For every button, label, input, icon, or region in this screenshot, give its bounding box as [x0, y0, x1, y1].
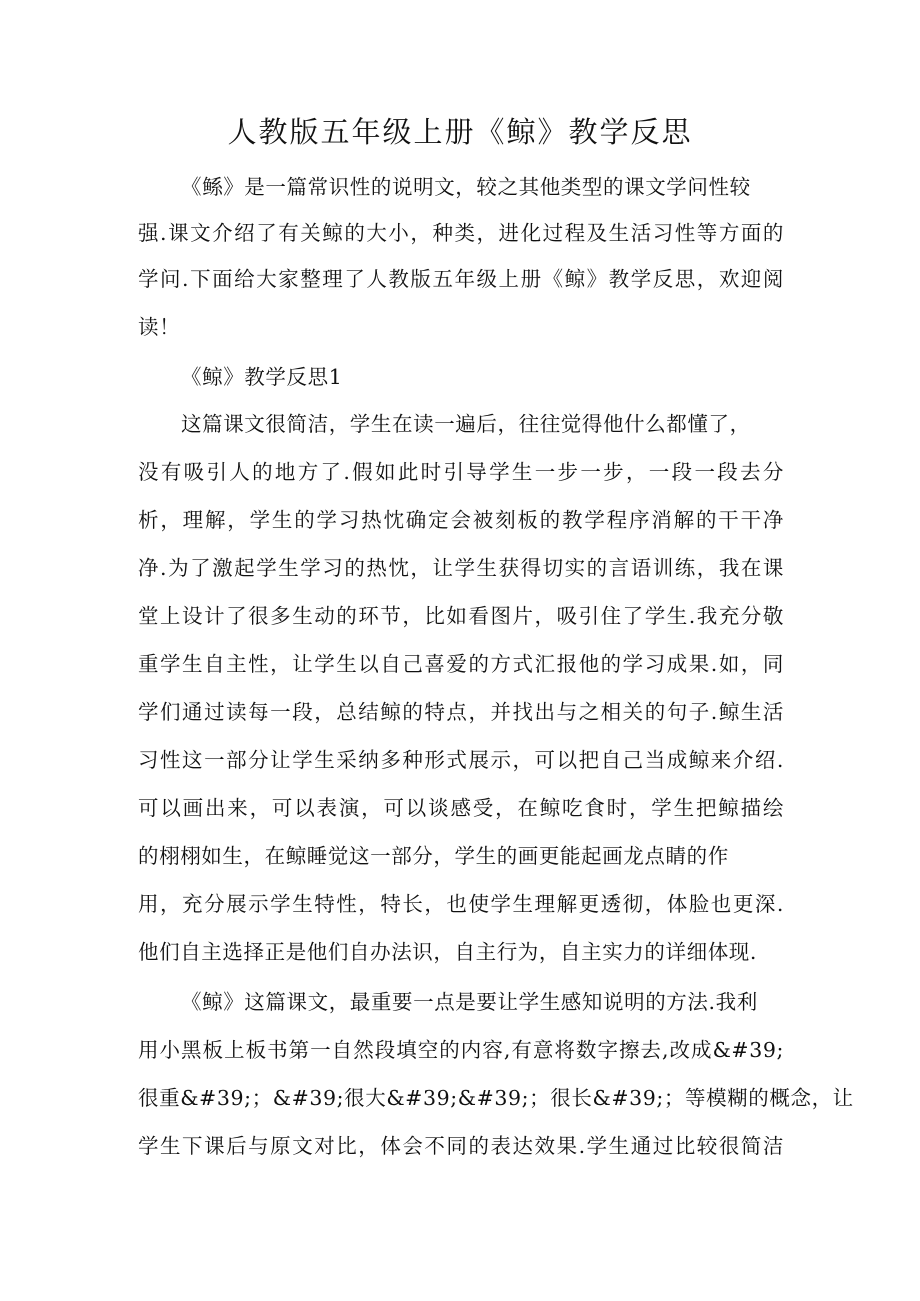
- paragraph-line: 他们自主选择正是他们自办法识，自主行为，自主实力的详细体现.: [138, 940, 758, 964]
- paragraph-line: 重学生自主性，让学生以自己喜爱的方式汇报他的学习成果.如，同: [138, 652, 784, 676]
- paragraph-line: 的栩栩如生，在鲸睡觉这一部分，学生的画更能起画龙点睛的作: [138, 844, 729, 868]
- paragraph-line: 可以画出来，可以表演，可以谈感受，在鲸吃食时，学生把鲸描绘: [138, 796, 784, 820]
- paragraph-line: 用小黑板上板书第一自然段填空的内容,有意将数字擦去,改成&#39;: [138, 1038, 784, 1062]
- intro-line: 强.课文介绍了有关鲸的大小，种类，进化过程及生活习性等方面的: [138, 221, 784, 245]
- paragraph-line: 净.为了激起学生学习的热忱，让学生获得切实的言语训练，我在课: [138, 556, 784, 580]
- paragraph-line: 学生下课后与原文对比，体会不同的表达效果.学生通过比较很简洁: [138, 1134, 784, 1158]
- paragraph-line: 这篇课文很简洁，学生在读一遍后，往往觉得他什么都懂了，: [181, 412, 751, 436]
- intro-line: 学问.下面给大家整理了人教版五年级上册《鲸》教学反思，欢迎阅: [138, 267, 784, 291]
- paragraph-line: 没有吸引人的地方了.假如此时引导学生一步一步，一段一段去分: [138, 460, 784, 484]
- paragraph-line: 用，充分展示学生特性，特长，也使学生理解更透彻，体脸也更深.: [138, 892, 784, 916]
- paragraph-line: 学们通过读每一段，总结鲸的特点，并找出与之相关的句子.鲸生活: [138, 700, 784, 724]
- paragraph-line: 习性这一部分让学生采纳多种形式展示，可以把自己当成鲸来介绍.: [138, 748, 784, 772]
- intro-line: 《鲧》是一篇常识性的说明文，较之其他类型的课文学问性较: [181, 175, 751, 199]
- paragraph-line: 很重&#39;；&#39;很大&#39;&#39;；很长&#39;；等模糊的概念，让: [138, 1086, 854, 1110]
- paragraph-line: 《鲸》这篇课文，最重要一点是要让学生感知说明的方法.我利: [181, 990, 758, 1014]
- paragraph-line: 堂上设计了很多生动的环节，比如看图片，吸引住了学生.我充分敬: [138, 604, 784, 628]
- intro-line: 读！: [138, 315, 181, 339]
- paragraph-line: 析，理解，学生的学习热忱确定会被刻板的教学程序消解的干干净: [138, 508, 784, 532]
- document-title: 人教版五年级上册《鲸》教学反思: [227, 115, 693, 149]
- section-heading: 《鲸》教学反思1: [181, 365, 343, 389]
